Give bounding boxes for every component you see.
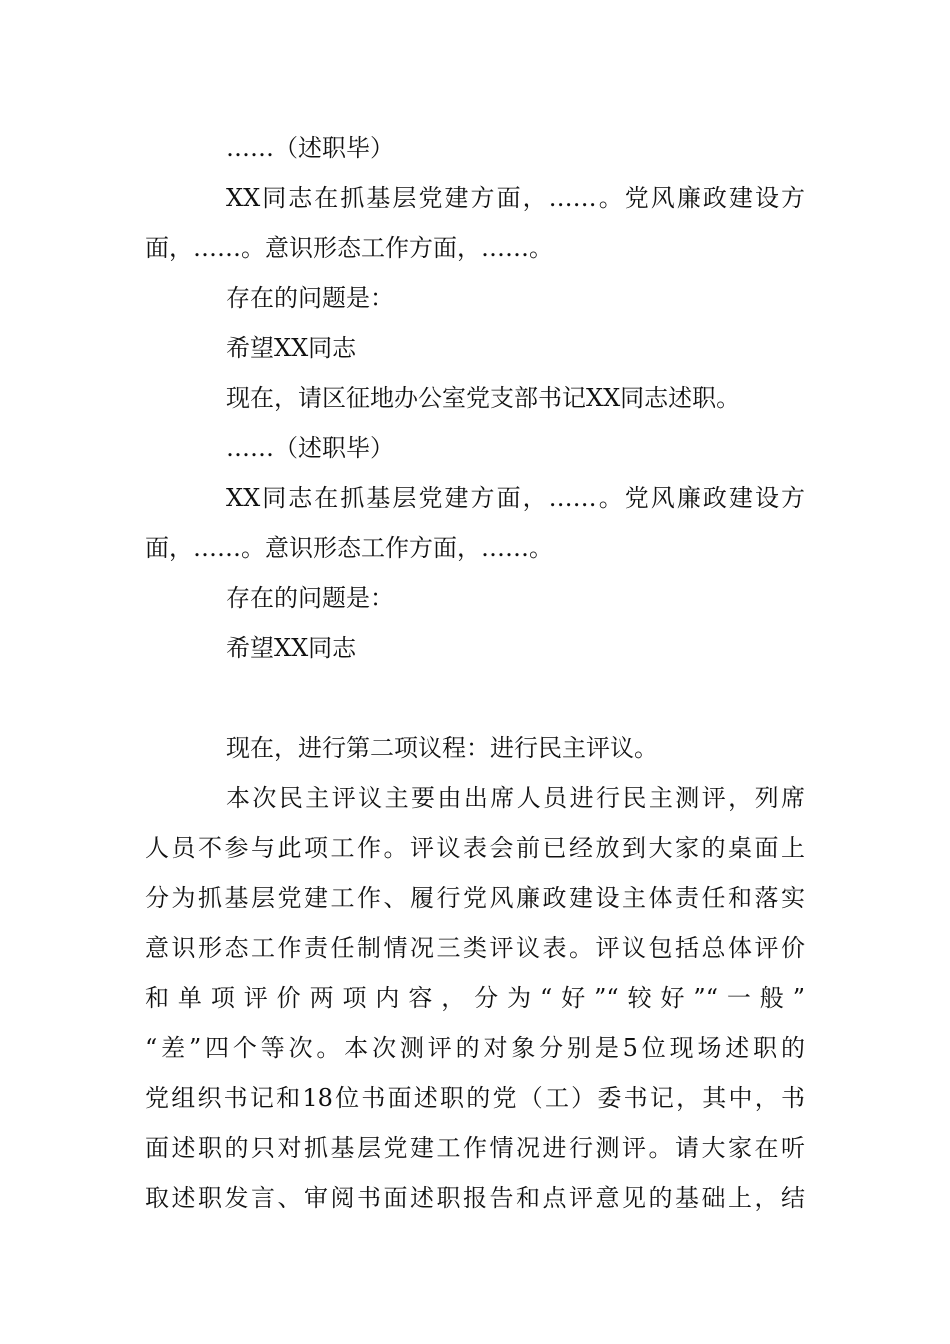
text-line-8: XX同志在抓基层党建方面，……。党风廉政建设方 (226, 484, 805, 512)
text-line-5: 希望XX同志 (226, 334, 357, 362)
text-line-16: 意识形态工作责任制情况三类评议表。评议包括总体评价 (145, 934, 805, 962)
text-line-2: XX同志在抓基层党建方面，……。党风廉政建设方 (226, 184, 805, 212)
text-line-20: 面述职的只对抓基层党建工作情况进行测评。请大家在听 (145, 1134, 805, 1162)
text-line-17: 和单项评价两项内容，分为“好”“较好”“一般” (145, 984, 805, 1012)
text-line-9: 面，……。意识形态工作方面，……。 (145, 534, 553, 562)
text-line-15: 分为抓基层党建工作、履行党风廉政建设主体责任和落实 (145, 884, 805, 912)
text-line-11: 希望XX同志 (226, 634, 357, 662)
text-line-1: ……（述职毕） (226, 134, 394, 162)
text-line-19: 党组织书记和18位书面述职的党（工）委书记，其中，书 (145, 1084, 805, 1112)
text-line-12: 现在，进行第二项议程：进行民主评议。 (226, 734, 658, 762)
text-line-18: “差”四个等次。本次测评的对象分别是5位现场述职的 (145, 1034, 805, 1062)
text-line-6: 现在，请区征地办公室党支部书记XX同志述职。 (226, 384, 741, 412)
text-line-7: ……（述职毕） (226, 434, 394, 462)
text-line-10: 存在的问题是： (226, 584, 394, 612)
text-line-14: 人员不参与此项工作。评议表会前已经放到大家的桌面上 (145, 834, 805, 862)
text-line-21: 取述职发言、审阅书面述职报告和点评意见的基础上，结 (145, 1184, 805, 1212)
text-line-4: 存在的问题是： (226, 284, 394, 312)
text-line-13: 本次民主评议主要由出席人员进行民主测评，列席 (226, 784, 805, 812)
text-line-3: 面，……。意识形态工作方面，……。 (145, 234, 553, 262)
